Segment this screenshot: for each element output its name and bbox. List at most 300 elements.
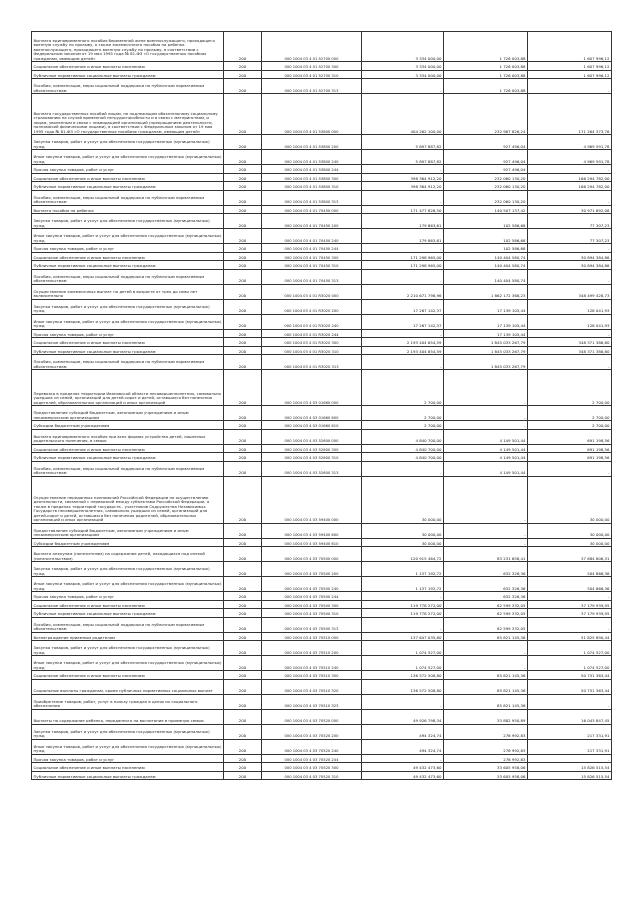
row-unexecuted-amount-cell: - xyxy=(528,79,612,94)
row-name-cell: Выплата государственных пособий лицам, не подлежащим обязательному социальному страхованию на случай временной нетрудоспособности и в связи с материнством, и лицам, уволенным в связи с ликвидацией организаций (прекращением деятельности, полномочий физическими лицами), в соответствии с Федеральным законом от 19 мая 1995 года № 81-ФЗ «О государственных пособиях гражданам, имеющим детей» xyxy=(32,94,224,135)
row-executed-amount-cell: 82 599 332,05 xyxy=(444,617,528,632)
row-code-cell: 200 xyxy=(224,338,262,347)
row-classification-code-cell: 000 1004 03 4 03 70510 000 xyxy=(262,632,362,641)
table-row xyxy=(32,269,612,284)
row-approved-amount-cell: 17 267 142,37 xyxy=(362,314,444,329)
row-name-cell: Субсидии бюджетным учреждениям xyxy=(32,421,224,430)
row-approved-amount-cell: - xyxy=(362,592,444,601)
row-code-cell: 200 xyxy=(224,641,262,656)
row-name-cell: Социальное обеспечение и иные выплаты населению xyxy=(32,173,224,182)
row-executed-amount-cell: 276 992,83 xyxy=(444,739,528,754)
row-name-cell: Закупка товаров, работ и услуг для обеспечения государственных (муниципальных) нужд xyxy=(32,562,224,577)
row-unexecuted-amount-cell: 30 000,00 xyxy=(528,523,612,538)
row-classification-code-cell: 000 1004 03 4 01 R3020 313 xyxy=(262,355,362,370)
row-name-cell: Прочая закупка товаров, работ и услуг xyxy=(32,244,224,253)
row-approved-amount-cell: 171 298 965,00 xyxy=(362,261,444,270)
row-classification-code-cell: 000 1004 03 4 03 70520 240 xyxy=(262,739,362,754)
table-row xyxy=(32,694,612,709)
row-executed-amount-cell: 276 992,83 xyxy=(444,754,528,763)
row-name-cell: Предоставление субсидий бюджетным, автономным учреждениям и иным некоммерческим организациям xyxy=(32,406,224,421)
row-classification-code-cell: 000 1004 03 4 03 59400 600 xyxy=(262,523,362,538)
row-code-cell: 200 xyxy=(224,671,262,680)
row-classification-code-cell: 000 1004 03 4 01 70450 200 xyxy=(262,214,362,229)
row-approved-amount-cell: 4 840 700,00 xyxy=(362,444,444,453)
row-classification-code-cell: 000 1004 03 4 01 R3020 240 xyxy=(262,314,362,329)
row-name-cell: Социальное обеспечение и иные выплаты населению xyxy=(32,252,224,261)
row-name-cell: Публичные нормативные социальные выплаты гражданам xyxy=(32,182,224,191)
table-row xyxy=(32,355,612,370)
row-classification-code-cell: 000 1004 03 4 03 70510 300 xyxy=(262,671,362,680)
row-code-cell: 200 xyxy=(224,562,262,577)
row-executed-amount-cell: - xyxy=(444,476,528,523)
row-code-cell: 200 xyxy=(224,739,262,754)
row-code-cell: 200 xyxy=(224,173,262,182)
row-approved-amount-cell: 1 137 192,72 xyxy=(362,577,444,592)
row-code-cell: 200 xyxy=(224,453,262,462)
row-code-cell: 200 xyxy=(224,754,262,763)
table-row xyxy=(32,70,612,79)
row-approved-amount-cell: - xyxy=(362,694,444,709)
row-unexecuted-amount-cell: 217 331,91 xyxy=(528,724,612,739)
row-name-cell: Публичные нормативные социальные выплаты гражданам xyxy=(32,346,224,355)
row-code-cell: 200 xyxy=(224,346,262,355)
table-row xyxy=(32,739,612,754)
row-classification-code-cell: 000 1004 03 4 01 52700 000 xyxy=(262,32,362,62)
row-unexecuted-amount-cell: 37 179 939,95 xyxy=(528,600,612,609)
row-code-cell: 200 xyxy=(224,429,262,444)
row-name-cell: Социальное обеспечение и иные выплаты населению xyxy=(32,338,224,347)
table-row xyxy=(32,763,612,772)
row-approved-amount-cell: - xyxy=(362,269,444,284)
table-row xyxy=(32,577,612,592)
row-code-cell: 200 xyxy=(224,214,262,229)
row-approved-amount-cell: 3 334 000,00 xyxy=(362,62,444,71)
table-row xyxy=(32,244,612,253)
row-executed-amount-cell: 102 586,68 xyxy=(444,229,528,244)
row-executed-amount-cell: 1 845 033 267,79 xyxy=(444,346,528,355)
row-code-cell: 200 xyxy=(224,694,262,709)
row-classification-code-cell: 000 1004 03 4 01 70450 000 xyxy=(262,205,362,214)
row-executed-amount-cell: - xyxy=(444,538,528,547)
row-executed-amount-cell: 33 882 950,89 xyxy=(444,709,528,724)
table-row xyxy=(32,299,612,314)
row-unexecuted-amount-cell: - xyxy=(528,244,612,253)
table-row xyxy=(32,461,612,476)
row-executed-amount-cell: 632 326,36 xyxy=(444,562,528,577)
row-code-cell: 200 xyxy=(224,763,262,772)
table-row xyxy=(32,62,612,71)
table-row xyxy=(32,592,612,601)
row-classification-code-cell: 000 1004 03 4 03 70510 320 xyxy=(262,679,362,694)
row-code-cell: 200 xyxy=(224,165,262,174)
row-name-cell: Предоставление субсидий бюджетным, автономным учреждениям и иным некоммерческим организациям xyxy=(32,523,224,538)
row-executed-amount-cell: 1 726 003,88 xyxy=(444,32,528,62)
row-code-cell: 200 xyxy=(224,299,262,314)
row-unexecuted-amount-cell: 217 331,91 xyxy=(528,739,612,754)
row-unexecuted-amount-cell: - xyxy=(528,754,612,763)
row-approved-amount-cell: 4 840 700,00 xyxy=(362,429,444,444)
row-approved-amount-cell: 1 074 527,00 xyxy=(362,641,444,656)
row-approved-amount-cell: 2 210 671 798,96 xyxy=(362,284,444,299)
row-executed-amount-cell: 4 149 501,44 xyxy=(444,461,528,476)
table-row xyxy=(32,617,612,632)
row-approved-amount-cell: - xyxy=(362,617,444,632)
table-row xyxy=(32,632,612,641)
row-classification-code-cell: 000 1004 03 4 01 70450 310 xyxy=(262,261,362,270)
row-unexecuted-amount-cell: - xyxy=(528,355,612,370)
row-approved-amount-cell: - xyxy=(362,355,444,370)
table-row xyxy=(32,679,612,694)
row-name-cell: Иные закупки товаров, работ и услуг для обеспечения государственных (муниципальных) нужд xyxy=(32,656,224,671)
row-classification-code-cell: 000 1004 03 4 03 70510 200 xyxy=(262,641,362,656)
table-row xyxy=(32,656,612,671)
row-code-cell: 200 xyxy=(224,94,262,135)
row-name-cell: Иные закупки товаров, работ и услуг для обеспечения государственных (муниципальных) нужд xyxy=(32,739,224,754)
row-approved-amount-cell: 30 000,00 xyxy=(362,476,444,523)
row-approved-amount-cell: 136 572 508,80 xyxy=(362,671,444,680)
row-code-cell: 200 xyxy=(224,70,262,79)
row-name-cell: Пособия, компенсации, меры социальной поддержки по публичным нормативным обязательствам xyxy=(32,79,224,94)
row-unexecuted-amount-cell: 691 198,56 xyxy=(528,429,612,444)
row-unexecuted-amount-cell: 2 700,00 xyxy=(528,406,612,421)
row-executed-amount-cell: 927 496,04 xyxy=(444,150,528,165)
row-name-cell: Закупка товаров, работ и услуг для обеспечения государственных (муниципальных) нужд xyxy=(32,135,224,150)
row-unexecuted-amount-cell: 348 499 428,73 xyxy=(528,284,612,299)
table-row xyxy=(32,94,612,135)
row-classification-code-cell: 000 1004 03 4 03 70510 240 xyxy=(262,656,362,671)
row-name-cell: Социальные выплаты гражданам, кроме публичных нормативных социальных выплат xyxy=(32,679,224,694)
row-classification-code-cell: 000 1004 03 4 01 R3020 310 xyxy=(262,346,362,355)
row-executed-amount-cell: 82 599 332,05 xyxy=(444,600,528,609)
row-executed-amount-cell: - xyxy=(444,523,528,538)
row-classification-code-cell: 000 1004 03 4 03 52600 310 xyxy=(262,453,362,462)
row-approved-amount-cell: 136 572 508,80 xyxy=(362,679,444,694)
table-row xyxy=(32,562,612,577)
row-code-cell: 200 xyxy=(224,771,262,780)
table-row xyxy=(32,754,612,763)
row-classification-code-cell: 000 1004 03 4 03 70500 000 xyxy=(262,547,362,562)
row-executed-amount-cell: 232 060 130,20 xyxy=(444,182,528,191)
row-code-cell: 200 xyxy=(224,600,262,609)
table-row xyxy=(32,346,612,355)
row-approved-amount-cell: 137 647 035,80 xyxy=(362,632,444,641)
row-unexecuted-amount-cell: 77 307,23 xyxy=(528,229,612,244)
row-unexecuted-amount-cell: - xyxy=(528,592,612,601)
row-classification-code-cell: 000 1004 03 4 01 70450 244 xyxy=(262,244,362,253)
row-unexecuted-amount-cell: 30 971 692,08 xyxy=(528,205,612,214)
row-approved-amount-cell: 49 926 798,34 xyxy=(362,709,444,724)
row-unexecuted-amount-cell: 4 969 591,78 xyxy=(528,135,612,150)
row-code-cell: 200 xyxy=(224,355,262,370)
row-unexecuted-amount-cell: 166 294 782,00 xyxy=(528,173,612,182)
row-classification-code-cell: 000 1004 03 4 03 01660 600 xyxy=(262,406,362,421)
row-executed-amount-cell: 140 404 580,74 xyxy=(444,261,528,270)
row-unexecuted-amount-cell: 128 041,93 xyxy=(528,314,612,329)
table-row xyxy=(32,173,612,182)
row-approved-amount-cell: 2 193 404 654,59 xyxy=(362,338,444,347)
row-name-cell: Пособия, компенсации, меры социальной поддержки по публичным нормативным обязательствам xyxy=(32,269,224,284)
row-code-cell: 200 xyxy=(224,62,262,71)
row-unexecuted-amount-cell: 30 894 384,86 xyxy=(528,252,612,261)
row-classification-code-cell: 000 1004 03 4 03 70520 200 xyxy=(262,724,362,739)
row-executed-amount-cell: 85 821 145,36 xyxy=(444,679,528,694)
row-classification-code-cell: 000 1004 03 4 03 70500 300 xyxy=(262,600,362,609)
row-unexecuted-amount-cell: 1 607 996,12 xyxy=(528,70,612,79)
row-approved-amount-cell: 179 863,61 xyxy=(362,229,444,244)
row-executed-amount-cell: 1 862 172 368,23 xyxy=(444,284,528,299)
row-classification-code-cell: 000 1004 03 4 01 R3020 200 xyxy=(262,299,362,314)
row-approved-amount-cell: 2 193 404 654,59 xyxy=(362,346,444,355)
row-executed-amount-cell: 17 139 105,44 xyxy=(444,299,528,314)
row-approved-amount-cell: 1 074 527,00 xyxy=(362,656,444,671)
row-classification-code-cell: 000 1004 03 4 03 70500 200 xyxy=(262,562,362,577)
row-approved-amount-cell: - xyxy=(362,79,444,94)
row-name-cell: Вознаграждение приемным родителям xyxy=(32,632,224,641)
row-executed-amount-cell: 232 060 130,20 xyxy=(444,190,528,205)
row-executed-amount-cell: 927 496,04 xyxy=(444,135,528,150)
table-row xyxy=(32,205,612,214)
row-approved-amount-cell: 3 334 000,00 xyxy=(362,70,444,79)
row-code-cell: 200 xyxy=(224,523,262,538)
row-unexecuted-amount-cell: - xyxy=(528,190,612,205)
table-row xyxy=(32,538,612,547)
row-name-cell: Прочая закупка товаров, работ и услуг xyxy=(32,329,224,338)
row-classification-code-cell: 000 1004 03 4 03 70520 000 xyxy=(262,709,362,724)
row-approved-amount-cell: 4 840 700,00 xyxy=(362,453,444,462)
row-classification-code-cell: 000 1004 03 4 01 R3020 300 xyxy=(262,338,362,347)
row-executed-amount-cell: 140 507 137,42 xyxy=(444,205,528,214)
row-unexecuted-amount-cell: 30 000,00 xyxy=(528,476,612,523)
table-row xyxy=(32,671,612,680)
row-executed-amount-cell: 85 821 145,36 xyxy=(444,632,528,641)
row-name-cell: Закупка товаров, работ и услуг для обеспечения государственных (муниципальных) нужд xyxy=(32,724,224,739)
row-unexecuted-amount-cell: 504 866,36 xyxy=(528,577,612,592)
row-executed-amount-cell: 82 599 332,05 xyxy=(444,609,528,618)
row-code-cell: 200 xyxy=(224,476,262,523)
row-name-cell: Субсидии бюджетным учреждениям xyxy=(32,538,224,547)
table-row xyxy=(32,724,612,739)
row-approved-amount-cell: 2 700,00 xyxy=(362,370,444,406)
table-row xyxy=(32,429,612,444)
row-approved-amount-cell: 2 700,00 xyxy=(362,421,444,430)
row-name-cell: Пособия, компенсации, меры социальной поддержки по публичным нормативным обязательствам xyxy=(32,355,224,370)
row-executed-amount-cell: 632 326,36 xyxy=(444,577,528,592)
row-classification-code-cell: 000 1004 03 4 03 70520 244 xyxy=(262,754,362,763)
row-executed-amount-cell: - xyxy=(444,406,528,421)
row-approved-amount-cell: 17 267 142,37 xyxy=(362,299,444,314)
row-name-cell: Пособия, компенсации, меры социальной поддержки по публичным нормативным обязательствам xyxy=(32,190,224,205)
row-unexecuted-amount-cell: - xyxy=(528,165,612,174)
row-approved-amount-cell: 404 262 100,00 xyxy=(362,94,444,135)
table-row xyxy=(32,523,612,538)
table-row xyxy=(32,261,612,270)
row-code-cell: 200 xyxy=(224,538,262,547)
row-classification-code-cell: 000 1004 03 4 01 R3020 244 xyxy=(262,329,362,338)
row-executed-amount-cell: 1 845 033 267,79 xyxy=(444,355,528,370)
row-executed-amount-cell: 17 139 105,44 xyxy=(444,314,528,329)
row-unexecuted-amount-cell: 348 371 386,80 xyxy=(528,338,612,347)
row-name-cell: Выплата опекунам (попечителям) на содержание детей, находящихся под опекой (попечительством) xyxy=(32,547,224,562)
row-code-cell: 200 xyxy=(224,461,262,476)
table-row xyxy=(32,370,612,406)
row-unexecuted-amount-cell: 30 000,00 xyxy=(528,538,612,547)
row-name-cell: Социальное обеспечение и иные выплаты населению xyxy=(32,600,224,609)
row-classification-code-cell: 000 1004 03 4 03 01660 610 xyxy=(262,421,362,430)
row-code-cell: 200 xyxy=(224,724,262,739)
row-approved-amount-cell: 494 324,74 xyxy=(362,724,444,739)
row-executed-amount-cell: - xyxy=(444,641,528,656)
row-approved-amount-cell: - xyxy=(362,165,444,174)
row-executed-amount-cell: - xyxy=(444,421,528,430)
row-code-cell: 200 xyxy=(224,709,262,724)
row-executed-amount-cell: 1 845 033 267,79 xyxy=(444,338,528,347)
row-code-cell: 200 xyxy=(224,656,262,671)
row-approved-amount-cell: 30 000,00 xyxy=(362,523,444,538)
row-classification-code-cell: 000 1004 03 4 03 52600 313 xyxy=(262,461,362,476)
row-executed-amount-cell: 632 326,36 xyxy=(444,592,528,601)
row-classification-code-cell: 000 1004 03 4 01 53800 310 xyxy=(262,182,362,191)
row-name-cell: Иные закупки товаров, работ и услуг для обеспечения государственных (муниципальных) нужд xyxy=(32,150,224,165)
row-approved-amount-cell: 120 915 464,72 xyxy=(362,547,444,562)
table-row xyxy=(32,338,612,347)
row-executed-amount-cell: 33 605 958,06 xyxy=(444,763,528,772)
row-code-cell: 200 xyxy=(224,261,262,270)
table-row xyxy=(32,150,612,165)
row-classification-code-cell: 000 1004 03 4 03 52600 000 xyxy=(262,429,362,444)
budget-report-sheet xyxy=(31,31,611,780)
row-approved-amount-cell: 5 897 887,82 xyxy=(362,135,444,150)
table-row xyxy=(32,609,612,618)
row-approved-amount-cell: 119 778 272,00 xyxy=(362,609,444,618)
row-code-cell: 200 xyxy=(224,135,262,150)
row-classification-code-cell: 000 1004 03 4 01 53800 313 xyxy=(262,190,362,205)
row-name-cell: Закупка товаров, работ и услуг для обеспечения государственных (муниципальных) нужд xyxy=(32,641,224,656)
row-approved-amount-cell: 179 863,61 xyxy=(362,214,444,229)
table-row xyxy=(32,79,612,94)
row-name-cell: Публичные нормативные социальные выплаты гражданам xyxy=(32,453,224,462)
row-classification-code-cell: 000 1004 03 4 01 53800 200 xyxy=(262,135,362,150)
row-approved-amount-cell: 49 432 473,60 xyxy=(362,763,444,772)
row-classification-code-cell: 000 1004 03 4 03 70520 300 xyxy=(262,763,362,772)
table-row xyxy=(32,709,612,724)
row-approved-amount-cell: 3 334 000,00 xyxy=(362,32,444,62)
row-name-cell: Иные закупки товаров, работ и услуг для обеспечения государственных (муниципальных) нужд xyxy=(32,577,224,592)
table-row xyxy=(32,229,612,244)
row-executed-amount-cell: 33 605 958,06 xyxy=(444,771,528,780)
row-name-cell: Публичные нормативные социальные выплаты гражданам xyxy=(32,70,224,79)
table-row xyxy=(32,421,612,430)
row-unexecuted-amount-cell: 51 825 890,44 xyxy=(528,632,612,641)
row-classification-code-cell: 000 1004 03 4 01 70450 240 xyxy=(262,229,362,244)
row-name-cell: Закупка товаров, работ и услуг для обеспечения государственных (муниципальных) нужд xyxy=(32,214,224,229)
row-name-cell: Выплата единовременного пособия при всех формах устройства детей, лишенных родительского попечения, в семью xyxy=(32,429,224,444)
row-unexecuted-amount-cell: 691 198,56 xyxy=(528,453,612,462)
row-approved-amount-cell: 119 778 272,00 xyxy=(362,600,444,609)
row-unexecuted-amount-cell: 171 264 373,76 xyxy=(528,94,612,135)
row-code-cell: 200 xyxy=(224,150,262,165)
row-executed-amount-cell: 102 586,68 xyxy=(444,244,528,253)
row-unexecuted-amount-cell: - xyxy=(528,329,612,338)
row-unexecuted-amount-cell: 4 969 591,78 xyxy=(528,150,612,165)
row-approved-amount-cell: 49 432 473,60 xyxy=(362,771,444,780)
row-name-cell: Выплаты на содержание ребенка, переданного на воспитание в приемную семью xyxy=(32,709,224,724)
row-code-cell: 200 xyxy=(224,79,262,94)
row-approved-amount-cell: 494 324,74 xyxy=(362,739,444,754)
table-row xyxy=(32,329,612,338)
row-executed-amount-cell: 140 404 580,74 xyxy=(444,252,528,261)
row-name-cell: Перевозка в пределах территории Ивановской области несовершеннолетних, самовольно ушедших из семей, организаций для детей-сирот и детей, оставшихся без попечения родителей, образовательных организаций и иных организаций xyxy=(32,370,224,406)
row-code-cell: 200 xyxy=(224,244,262,253)
row-name-cell: Публичные нормативные социальные выплаты гражданам xyxy=(32,771,224,780)
row-executed-amount-cell: - xyxy=(444,370,528,406)
row-executed-amount-cell: - xyxy=(444,656,528,671)
row-approved-amount-cell: 5 897 887,82 xyxy=(362,150,444,165)
row-name-cell: Социальное обеспечение и иные выплаты населению xyxy=(32,763,224,772)
row-classification-code-cell: 000 1004 03 4 03 01660 000 xyxy=(262,370,362,406)
row-classification-code-cell: 000 1004 03 4 03 52600 300 xyxy=(262,444,362,453)
row-executed-amount-cell: 1 726 003,88 xyxy=(444,62,528,71)
table-row xyxy=(32,406,612,421)
row-classification-code-cell: 000 1004 03 4 03 70500 310 xyxy=(262,609,362,618)
row-unexecuted-amount-cell: 37 179 939,95 xyxy=(528,609,612,618)
row-name-cell: Приобретение товаров, работ, услуг в пользу граждан в целях их социального обеспечения xyxy=(32,694,224,709)
table-row xyxy=(32,182,612,191)
row-name-cell: Публичные нормативные социальные выплаты гражданам xyxy=(32,609,224,618)
row-classification-code-cell: 000 1004 03 4 01 R3020 000 xyxy=(262,284,362,299)
row-code-cell: 200 xyxy=(224,370,262,406)
row-approved-amount-cell: 171 477 828,50 xyxy=(362,205,444,214)
row-classification-code-cell: 000 1004 03 4 01 52700 300 xyxy=(262,62,362,71)
row-unexecuted-amount-cell: 1 607 996,12 xyxy=(528,32,612,62)
row-code-cell: 200 xyxy=(224,592,262,601)
row-unexecuted-amount-cell: 15 826 515,54 xyxy=(528,771,612,780)
row-unexecuted-amount-cell: 166 294 782,00 xyxy=(528,182,612,191)
row-code-cell: 200 xyxy=(224,679,262,694)
row-unexecuted-amount-cell: 30 894 384,86 xyxy=(528,261,612,270)
table-row xyxy=(32,190,612,205)
table-row xyxy=(32,165,612,174)
row-name-cell: Прочая закупка товаров, работ и услуг xyxy=(32,165,224,174)
row-code-cell: 200 xyxy=(224,329,262,338)
row-code-cell: 200 xyxy=(224,632,262,641)
row-executed-amount-cell: 85 821 145,36 xyxy=(444,671,528,680)
row-classification-code-cell: 000 1004 03 4 03 70520 310 xyxy=(262,771,362,780)
row-approved-amount-cell: 1 137 192,72 xyxy=(362,562,444,577)
table-row xyxy=(32,476,612,523)
row-name-cell: Прочая закупка товаров, работ и услуг xyxy=(32,754,224,763)
row-name-cell: Выплата единовременного пособия беременной жене военнослужащего, проходящего военную службу по призыву, а также ежемесячного пособия на ребенка военнослужащего, проходящего военную службу по призыву, в соответствии с Федеральным законом от 19 мая 1995 года № 81-ФЗ «О государственных пособиях гражданам, имеющим детей» xyxy=(32,32,224,62)
row-code-cell: 200 xyxy=(224,284,262,299)
table-row xyxy=(32,32,612,62)
row-unexecuted-amount-cell: 128 041,93 xyxy=(528,299,612,314)
row-classification-code-cell: 000 1004 03 4 03 70500 240 xyxy=(262,577,362,592)
row-executed-amount-cell: 4 149 501,44 xyxy=(444,453,528,462)
row-code-cell: 200 xyxy=(224,32,262,62)
row-name-cell: Иные закупки товаров, работ и услуг для обеспечения государственных (муниципальных) нужд xyxy=(32,229,224,244)
row-code-cell: 200 xyxy=(224,190,262,205)
row-name-cell: Пособия, компенсации, меры социальной поддержки по публичным нормативным обязательствам xyxy=(32,617,224,632)
row-executed-amount-cell: 83 231 658,41 xyxy=(444,547,528,562)
budget-expenditure-table xyxy=(31,31,612,780)
table-row xyxy=(32,135,612,150)
row-unexecuted-amount-cell: 50 751 363,44 xyxy=(528,679,612,694)
table-row xyxy=(32,453,612,462)
row-code-cell: 200 xyxy=(224,609,262,618)
row-code-cell: 200 xyxy=(224,205,262,214)
row-classification-code-cell: 000 1004 03 4 01 52700 310 xyxy=(262,70,362,79)
row-approved-amount-cell: 30 000,00 xyxy=(362,538,444,547)
row-executed-amount-cell: 85 821 145,36 xyxy=(444,694,528,709)
